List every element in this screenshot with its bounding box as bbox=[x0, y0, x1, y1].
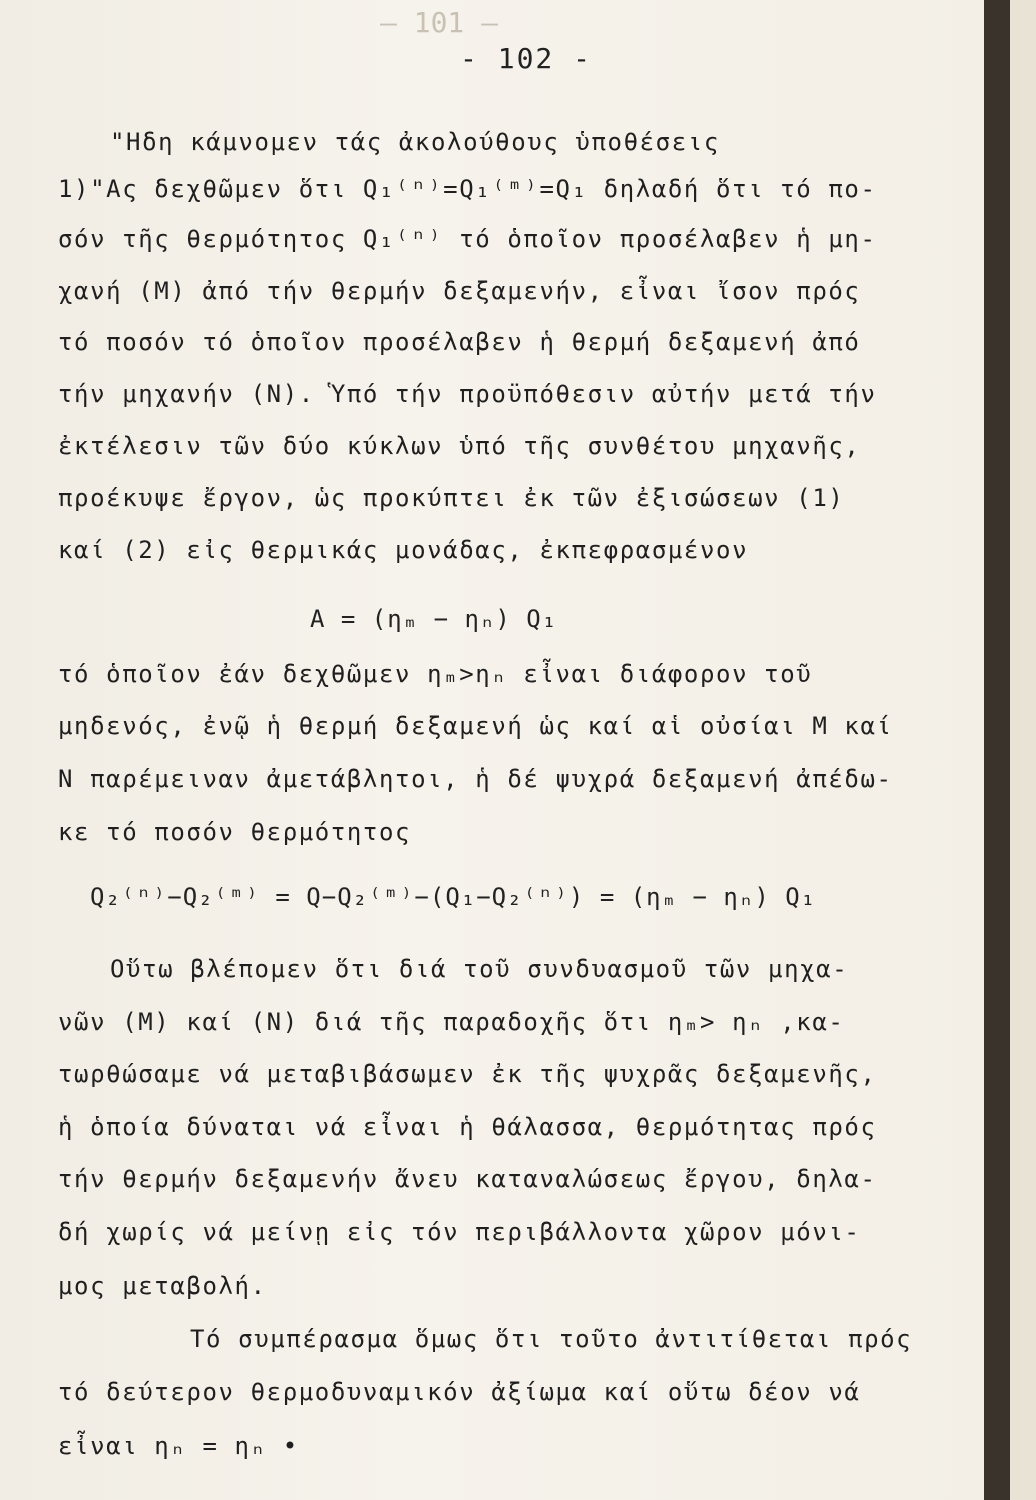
text-line: τό ὁποῖον ἐάν δεχθῶμεν ηₘ>ηₙ εἶναι διάφορον τοῦ bbox=[58, 660, 813, 688]
page-number: - 102 - bbox=[460, 42, 593, 75]
text-line: ἡ ὁποία δύναται νά εἶναι ἡ θάλασσα, θερμότητας πρός bbox=[58, 1113, 877, 1141]
text-line: σόν τῆς θερμότητος Q₁⁽ⁿ⁾ τό ὁποῖον προσέλαβεν ἡ μη- bbox=[58, 225, 877, 253]
text-line: νῶν (Μ) καί (Ν) διά τῆς παραδοχῆς ὅτι ηₘ> ηₙ ,κα- bbox=[58, 1008, 845, 1036]
text-line: τήν θερμήν δεξαμενήν ἄνευ καταναλώσεως ἔργου, δηλα- bbox=[58, 1165, 877, 1193]
equation-work: A = (ηₘ − ηₙ) Q₁ bbox=[310, 605, 558, 633]
text-line: δή χωρίς νά μείνῃ εἰς τόν περιβάλλοντα χῶρον μόνι- bbox=[58, 1218, 861, 1246]
text-line: προέκυψε ἔργον, ὡς προκύπτει ἐκ τῶν ἐξισώσεων (1) bbox=[58, 484, 845, 512]
text-line: καί (2) εἰς θερμικάς μονάδας, ἐκπεφρασμένον bbox=[58, 536, 749, 564]
text-line: τό δεύτερον θερμοδυναμικόν ἀξίωμα καί οὕτω δέον νά bbox=[58, 1378, 861, 1406]
text-line: εἶναι ηₙ = ηₙ • bbox=[58, 1432, 299, 1460]
text-line: Οὕτω βλέπομεν ὅτι διά τοῦ συνδυασμοῦ τῶν μηχα- bbox=[110, 955, 849, 983]
bleed-through-text: — 101 — bbox=[380, 6, 499, 39]
text-line: μος μεταβολή. bbox=[58, 1272, 267, 1300]
text-line: τό ποσόν τό ὁποῖον προσέλαβεν ἡ θερμή δεξαμενή ἀπό bbox=[58, 328, 861, 356]
text-line: χανή (Μ) ἀπό τήν θερμήν δεξαμενήν, εἶναι ἴσον πρός bbox=[58, 277, 861, 305]
equation-heat: Q₂⁽ⁿ⁾−Q₂⁽ᵐ⁾ = Q−Q₂⁽ᵐ⁾−(Q₁−Q₂⁽ⁿ⁾) = (ηₘ − ηₙ) Q₁ bbox=[90, 883, 817, 911]
text-line: τωρθώσαμε νά μεταβιβάσωμεν ἐκ τῆς ψυχρᾶς δεξαμενῆς, bbox=[58, 1060, 877, 1088]
text-line: μηδενός, ἐνῷ ἡ θερμή δεξαμενή ὡς καί αἱ οὐσίαι Μ καί bbox=[58, 712, 893, 740]
text-line: Ν παρέμειναν ἀμετάβλητοι, ἡ δέ ψυχρά δεξαμενή ἀπέδω- bbox=[58, 765, 893, 793]
text-line: κε τό ποσόν θερμότητος bbox=[58, 818, 412, 846]
text-line: ἐκτέλεσιν τῶν δύο κύκλων ὑπό τῆς συνθέτου μηχανῆς, bbox=[58, 432, 861, 460]
binding-edge bbox=[984, 0, 1010, 1500]
text-line: τήν μηχανήν (Ν). Ὑπό τήν προϋπόθεσιν αὐτήν μετά τήν bbox=[58, 380, 877, 408]
text-line: 1)"Ας δεχθῶμεν ὅτι Q₁⁽ⁿ⁾=Q₁⁽ᵐ⁾=Q₁ δηλαδή ὅτι τό πο- bbox=[58, 175, 877, 203]
text-line: Τό συμπέρασμα ὅμως ὅτι τοῦτο ἀντιτίθεται πρός bbox=[190, 1325, 913, 1353]
text-line: "Ηδη κάμνομεν τάς ἀκολούθους ὑποθέσεις bbox=[110, 128, 720, 156]
